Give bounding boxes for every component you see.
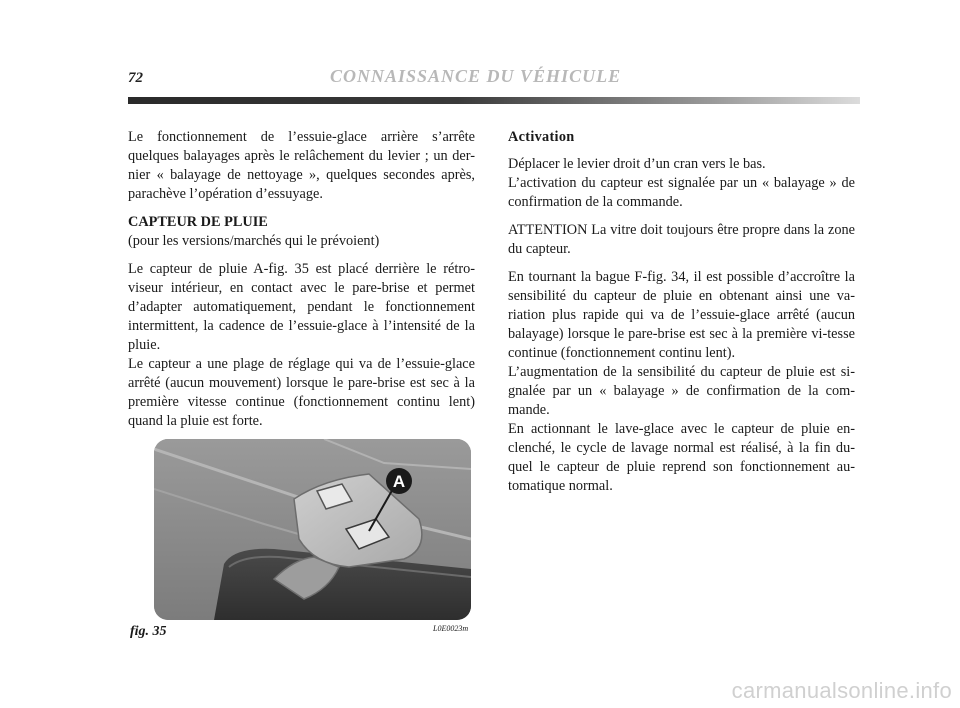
- running-title: CONNAISSANCE DU VÉHICULE: [330, 66, 622, 86]
- rain-sensor-illustration: [154, 439, 471, 620]
- activation-heading: Activation: [508, 129, 575, 145]
- rain-sensor-paragraph-2: Le capteur a une plage de réglage qui va de l’essuie-glace arrêté (aucun mouvement) lorsque le pare-brise est sec à la première vitesse continue (fonctionnement continu lent) quand la pluie est forte.: [128, 356, 475, 429]
- activation-paragraph-1a: Déplacer le levier droit d’un cran vers le bas.: [508, 156, 766, 172]
- section-subheading: (pour les versions/marchés qui le prévoient): [128, 233, 380, 249]
- figure-code: L0E0023m: [433, 624, 469, 633]
- right-column: [508, 128, 855, 505]
- rain-sensor-figure: [154, 439, 471, 620]
- activation-paragraph-1b: L’activation du capteur est signalée par un « balayage » de confirmation de la commande.: [508, 175, 855, 210]
- watermark: carmanualsonline.info: [731, 678, 952, 703]
- sensitivity-paragraph-c: En actionnant le lave-glace avec le capteur de pluie en-clenché, le cycle de lavage normal est réalisé, à la fin du-quel le capteur de pluie reprend son fonctionnement au-tomatique normal.: [508, 421, 855, 494]
- sensitivity-paragraph-b: L’augmentation de la sensibilité du capteur de pluie est si-gnalée par un « balayage » de confirmation de la com-mande.: [508, 364, 855, 418]
- sensitivity-paragraph-a: En tournant la bague F-fig. 34, il est possible d’accroître la sensibilité du capteur de pluie en obtenant ainsi une va-riation plus rapide qui va de l’essuie-glace arrêté (aucun balayage) lorsque le pare-brise est sec à la première vi-tesse continue (fonctionnement continu lent).: [508, 269, 855, 361]
- page-number: 72: [128, 70, 143, 86]
- intro-paragraph: Le fonctionnement de l’essuie-glace arrière s’arrête quelques balayages après le relâchement du levier ; un der-nier « balayage de nettoyage », quelques secondes après, parachève l’opération d’essuyage.: [128, 129, 475, 202]
- section-heading: CAPTEUR DE PLUIE: [128, 214, 268, 230]
- header-rule: [128, 97, 860, 104]
- attention-note: ATTENTION La vitre doit toujours être propre dans la zone du capteur.: [508, 222, 855, 257]
- left-column: [128, 128, 475, 440]
- rain-sensor-paragraph-1: Le capteur de pluie A-fig. 35 est placé derrière le rétro-viseur intérieur, en contact avec le pare-brise et permet d’adapter automatiquement, pendant le fonctionnement intermittent, la cadence de l’essuie-glace à l’intensité de la pluie.: [128, 261, 475, 353]
- figure-caption: fig. 35: [130, 624, 167, 639]
- callout-letter: A: [392, 472, 406, 491]
